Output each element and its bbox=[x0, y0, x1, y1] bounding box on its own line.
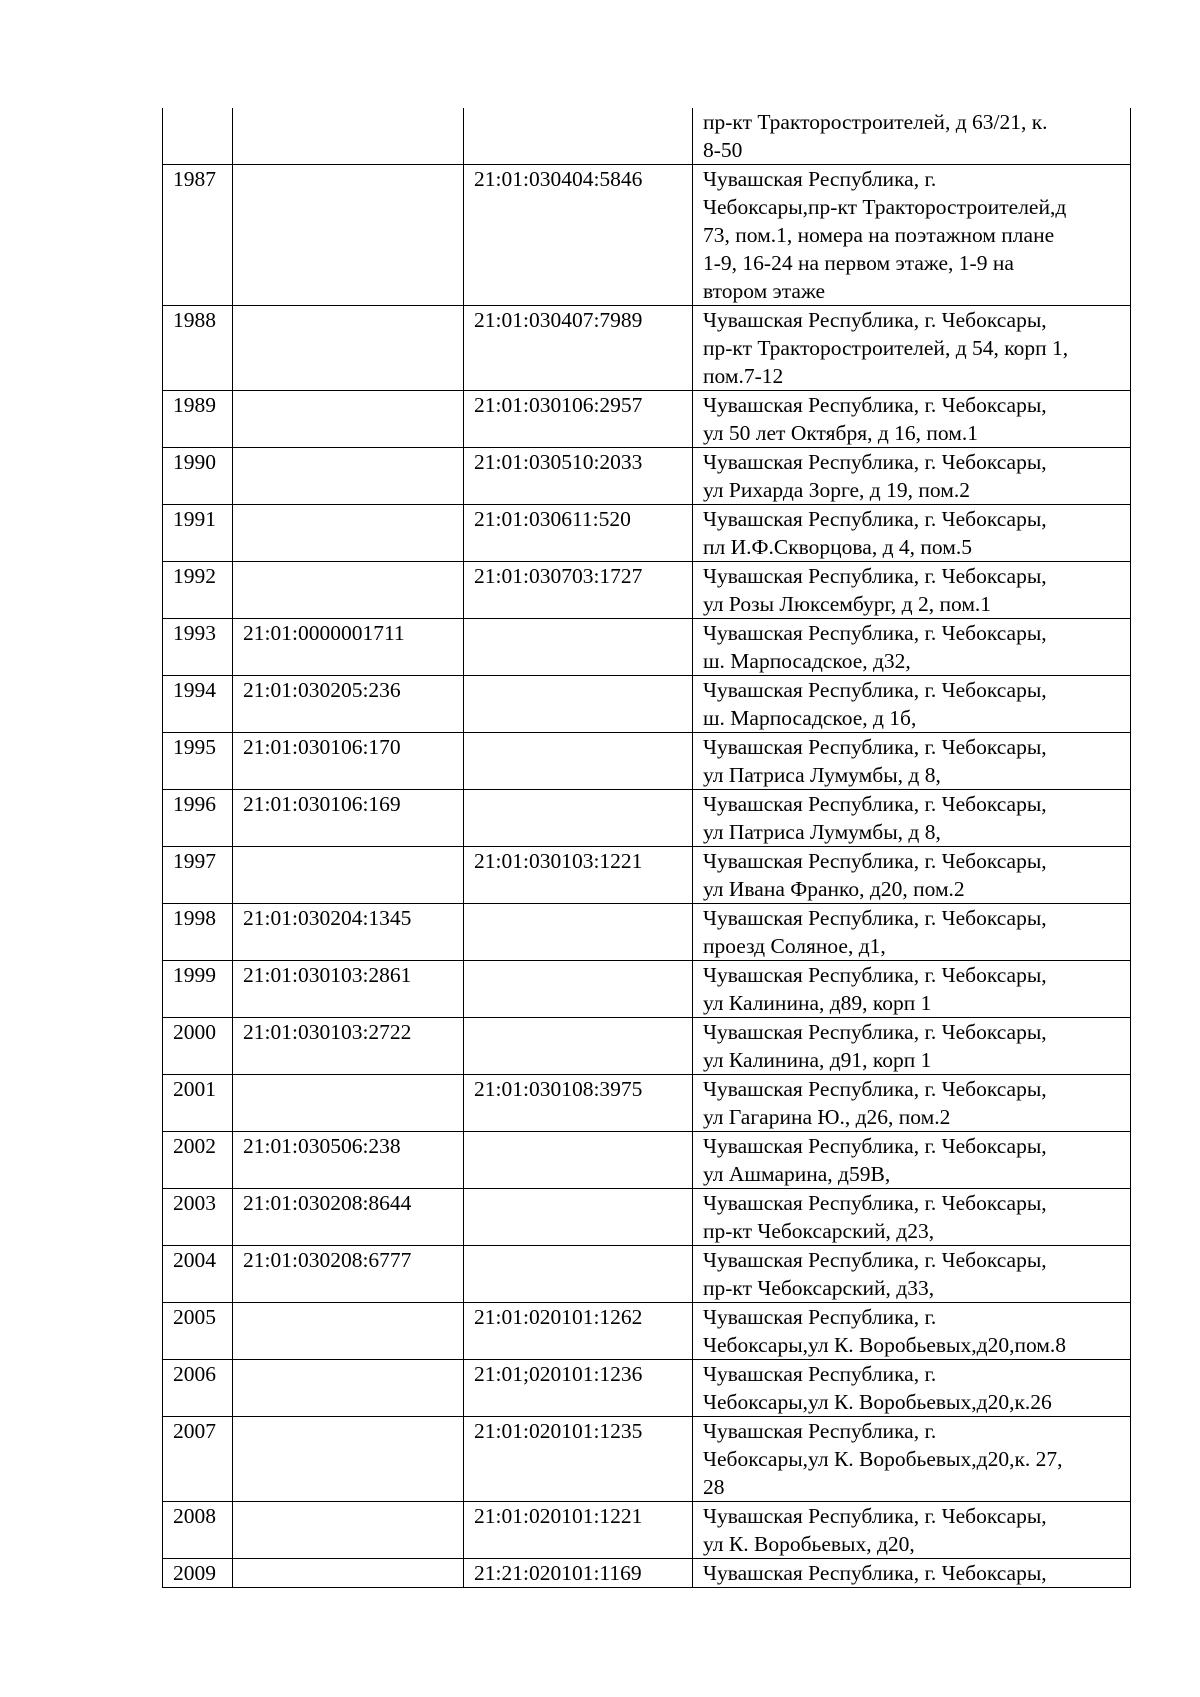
row-number-cell: 1989 bbox=[163, 391, 233, 448]
table-row bbox=[163, 505, 1131, 562]
row-number-cell: 2003 bbox=[163, 1189, 233, 1246]
table-row bbox=[163, 1417, 1131, 1502]
address-cell: Чувашская Республика, г. Чебоксары,ул К. Воробьевых,д20,пом.8 bbox=[693, 1303, 1131, 1360]
address-cell: Чувашская Республика, г. Чебоксары, пр-кт Тракторостроителей, д 54, корп 1, пом.7-12 bbox=[693, 306, 1131, 391]
table-row bbox=[163, 619, 1131, 676]
table-row bbox=[163, 847, 1131, 904]
cadastral-number-cell bbox=[464, 1018, 693, 1075]
cadastral-number-cell: 21:01:030506:238 bbox=[233, 1132, 464, 1189]
cadastral-number-cell: 21:01:030103:2861 bbox=[233, 961, 464, 1018]
row-number-cell: 1996 bbox=[163, 790, 233, 847]
cadastral-number-cell: 21:01:030510:2033 bbox=[464, 448, 693, 505]
cadastral-number-cell: 21:01:030703:1727 bbox=[464, 562, 693, 619]
row-number-cell: 1997 bbox=[163, 847, 233, 904]
cadastral-number-cell: 21:01;020101:1236 bbox=[464, 1360, 693, 1417]
row-number-cell: 2008 bbox=[163, 1502, 233, 1559]
row-number-cell: 2006 bbox=[163, 1360, 233, 1417]
cadastral-number-cell: 21:01:030103:1221 bbox=[464, 847, 693, 904]
cadastral-number-cell bbox=[233, 562, 464, 619]
cadastral-number-cell: 21:01:020101:1235 bbox=[464, 1417, 693, 1502]
table-row bbox=[163, 961, 1131, 1018]
row-number-cell: 1987 bbox=[163, 165, 233, 306]
property-table bbox=[162, 108, 1131, 1588]
table-row bbox=[163, 1559, 1131, 1588]
row-number-cell: 1994 bbox=[163, 676, 233, 733]
address-cell: Чувашская Республика, г. Чебоксары,пр-кт Тракторостроителей,д 73, пом.1, номера на поэтажном плане 1-9, 16-24 на первом этаже, 1-9 на втором этаже bbox=[693, 165, 1131, 306]
address-cell: Чувашская Республика, г. Чебоксары, ул Ивана Франко, д20, пом.2 bbox=[693, 847, 1131, 904]
row-number-cell: 2002 bbox=[163, 1132, 233, 1189]
row-number-cell: 2001 bbox=[163, 1075, 233, 1132]
address-cell: Чувашская Республика, г. Чебоксары, ул Калинина, д91, корп 1 bbox=[693, 1018, 1131, 1075]
table-row bbox=[163, 1246, 1131, 1303]
cadastral-number-cell: 21:01:030407:7989 bbox=[464, 306, 693, 391]
address-cell: Чувашская Республика, г. Чебоксары, пр-кт Чебоксарский, д33, bbox=[693, 1246, 1131, 1303]
cadastral-number-cell bbox=[233, 306, 464, 391]
table-row bbox=[163, 1075, 1131, 1132]
address-cell: Чувашская Республика, г. Чебоксары, ул К. Воробьевых, д20, bbox=[693, 1502, 1131, 1559]
cadastral-number-cell bbox=[233, 391, 464, 448]
table-row bbox=[163, 165, 1131, 306]
table-row bbox=[163, 1132, 1131, 1189]
table-row bbox=[163, 448, 1131, 505]
table-row bbox=[163, 1303, 1131, 1360]
address-cell: Чувашская Республика, г. Чебоксары, ул Патриса Лумумбы, д 8, bbox=[693, 733, 1131, 790]
address-cell: Чувашская Республика, г. Чебоксары, ул Гагарина Ю., д26, пом.2 bbox=[693, 1075, 1131, 1132]
address-cell: Чувашская Республика, г. Чебоксары, проезд Соляное, д1, bbox=[693, 904, 1131, 961]
row-number-cell: 1988 bbox=[163, 306, 233, 391]
row-number-cell: 1993 bbox=[163, 619, 233, 676]
cadastral-number-cell bbox=[233, 505, 464, 562]
cadastral-number-cell bbox=[464, 1246, 693, 1303]
address-cell: Чувашская Республика, г. Чебоксары, ш. Марпосадское, д 1б, bbox=[693, 676, 1131, 733]
cadastral-number-cell: 21:01:030106:169 bbox=[233, 790, 464, 847]
row-number-cell: 2005 bbox=[163, 1303, 233, 1360]
table-row bbox=[163, 391, 1131, 448]
cadastral-number-cell bbox=[233, 165, 464, 306]
row-number-cell: 2004 bbox=[163, 1246, 233, 1303]
cadastral-number-cell: 21:01:030204:1345 bbox=[233, 904, 464, 961]
cadastral-number-cell bbox=[233, 1502, 464, 1559]
cadastral-number-cell: 21:01:030108:3975 bbox=[464, 1075, 693, 1132]
address-cell: Чувашская Республика, г. Чебоксары, ул Ашмарина, д59В, bbox=[693, 1132, 1131, 1189]
table-row bbox=[163, 108, 1131, 165]
address-cell: Чувашская Республика, г. Чебоксары, ш. Марпосадское, д32, bbox=[693, 619, 1131, 676]
cadastral-number-cell bbox=[233, 1303, 464, 1360]
row-number-cell: 2009 bbox=[163, 1559, 233, 1588]
row-number-cell: 1998 bbox=[163, 904, 233, 961]
cadastral-number-cell: 21:01:030106:2957 bbox=[464, 391, 693, 448]
cadastral-number-cell bbox=[464, 961, 693, 1018]
cadastral-number-cell bbox=[233, 108, 464, 165]
cadastral-number-cell: 21:01:030611:520 bbox=[464, 505, 693, 562]
address-cell: Чувашская Республика, г. Чебоксары, ул 50 лет Октября, д 16, пом.1 bbox=[693, 391, 1131, 448]
table-row bbox=[163, 1360, 1131, 1417]
cadastral-number-cell bbox=[233, 1417, 464, 1502]
address-cell: Чувашская Республика, г. Чебоксары, ул Патриса Лумумбы, д 8, bbox=[693, 790, 1131, 847]
row-number-cell: 1991 bbox=[163, 505, 233, 562]
table-body bbox=[163, 108, 1131, 1588]
cadastral-number-cell: 21:01:030205:236 bbox=[233, 676, 464, 733]
row-number-cell: 2000 bbox=[163, 1018, 233, 1075]
cadastral-number-cell: 21:01:030103:2722 bbox=[233, 1018, 464, 1075]
cadastral-number-cell bbox=[464, 676, 693, 733]
address-cell: Чувашская Республика, г. Чебоксары,ул К. Воробьевых,д20,к. 27, 28 bbox=[693, 1417, 1131, 1502]
cadastral-number-cell: 21:21:020101:1169 bbox=[464, 1559, 693, 1588]
row-number-cell: 1990 bbox=[163, 448, 233, 505]
cadastral-number-cell: 21:01:020101:1221 bbox=[464, 1502, 693, 1559]
table-row bbox=[163, 733, 1131, 790]
cadastral-number-cell bbox=[233, 1075, 464, 1132]
cadastral-number-cell bbox=[233, 1360, 464, 1417]
cadastral-number-cell bbox=[233, 1559, 464, 1588]
address-cell: Чувашская Республика, г. Чебоксары, пр-кт Чебоксарский, д23, bbox=[693, 1189, 1131, 1246]
table-row bbox=[163, 1189, 1131, 1246]
table-row bbox=[163, 1018, 1131, 1075]
row-number-cell: 2007 bbox=[163, 1417, 233, 1502]
address-cell: Чувашская Республика, г. Чебоксары, ул Розы Люксембург, д 2, пом.1 bbox=[693, 562, 1131, 619]
cadastral-number-cell bbox=[464, 1132, 693, 1189]
table-row bbox=[163, 562, 1131, 619]
cadastral-number-cell bbox=[464, 790, 693, 847]
table-row bbox=[163, 1502, 1131, 1559]
address-cell: Чувашская Республика, г. Чебоксары,ул К. Воробьевых,д20,к.26 bbox=[693, 1360, 1131, 1417]
cadastral-number-cell: 21:01:030208:8644 bbox=[233, 1189, 464, 1246]
row-number-cell: 1999 bbox=[163, 961, 233, 1018]
cadastral-number-cell bbox=[464, 904, 693, 961]
table-row bbox=[163, 306, 1131, 391]
cadastral-number-cell: 21:01:030106:170 bbox=[233, 733, 464, 790]
cadastral-number-cell bbox=[233, 448, 464, 505]
cadastral-number-cell: 21:01:030208:6777 bbox=[233, 1246, 464, 1303]
address-cell: Чувашская Республика, г. Чебоксары, ул Рихарда Зорге, д 19, пом.2 bbox=[693, 448, 1131, 505]
table-row bbox=[163, 676, 1131, 733]
row-number-cell: 1992 bbox=[163, 562, 233, 619]
row-number-cell bbox=[163, 108, 233, 165]
cadastral-number-cell: 21:01:0000001711 bbox=[233, 619, 464, 676]
table-row bbox=[163, 790, 1131, 847]
address-cell: Чувашская Республика, г. Чебоксары, ул Калинина, д89, корп 1 bbox=[693, 961, 1131, 1018]
cadastral-number-cell bbox=[233, 847, 464, 904]
cadastral-number-cell: 21:01:020101:1262 bbox=[464, 1303, 693, 1360]
address-cell: Чувашская Республика, г. Чебоксары, пл И.Ф.Скворцова, д 4, пом.5 bbox=[693, 505, 1131, 562]
row-number-cell: 1995 bbox=[163, 733, 233, 790]
address-cell: Чувашская Республика, г. Чебоксары, bbox=[693, 1559, 1131, 1588]
cadastral-number-cell bbox=[464, 733, 693, 790]
cadastral-number-cell: 21:01:030404:5846 bbox=[464, 165, 693, 306]
table-row bbox=[163, 904, 1131, 961]
cadastral-number-cell bbox=[464, 1189, 693, 1246]
cadastral-number-cell bbox=[464, 108, 693, 165]
cadastral-number-cell bbox=[464, 619, 693, 676]
address-cell: пр-кт Тракторостроителей, д 63/21, к. 8-50 bbox=[693, 108, 1131, 165]
